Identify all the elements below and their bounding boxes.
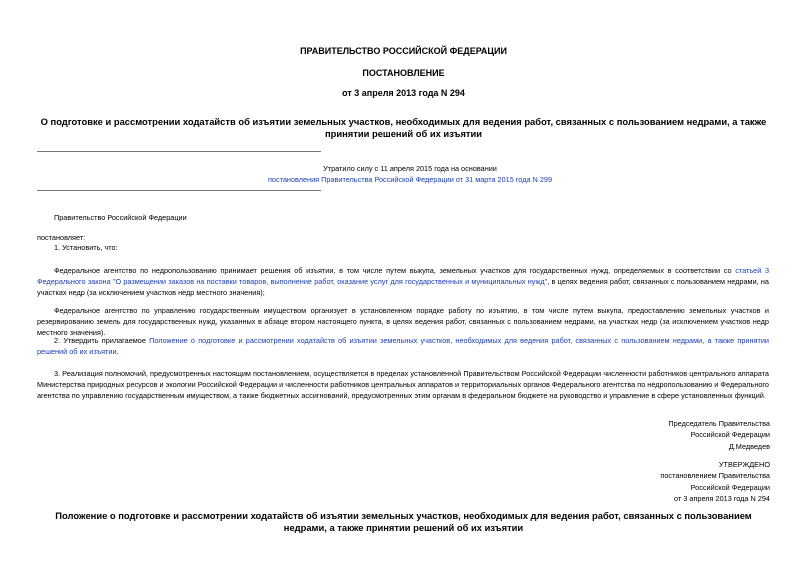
decrees-line: постановляет:: [37, 233, 86, 242]
regulation-link[interactable]: Положение о подготовке и рассмотрении ходатайств об изъятии земельных участков, необходимых для ведения работ, связанных с пользованием недрами, а также принятии решений об их изъятии: [37, 336, 769, 356]
approval-block: [660, 459, 770, 504]
signature-line-1: Председатель Правительства: [668, 419, 770, 428]
regulation-title: Положение о подготовке и рассмотрении ходатайств об изъятии земельных участков, необходимых для ведения работ, связанных с пользованием недрами, а также принятии решений об их изъятии: [55, 510, 752, 533]
paragraph-1: [37, 265, 769, 298]
item-1-heading: 1. Установить, что:: [54, 243, 118, 252]
doc-type-heading: ПОСТАНОВЛЕНИЕ: [362, 68, 445, 78]
signature-line-3: Д.Медведев: [728, 441, 770, 451]
paragraph-2: Федеральное агентство по управлению государственным имуществом организует в установленном порядке работу по изъятию, в том числе путем выкупа, предоставлению земельных участков и резервированию земель для государственных нужд, указанных в абзаце втором настоящего пункта, в целях ведения работ, связанных с пользованием недрами, на участках недр (за исключением участков недр местного значения).: [37, 306, 769, 337]
paragraph-1-text-a: Федеральное агентство по недропользованию принимает решения об изъятии, в том числе путем выкупа, земельных участков для государственных нужд, определяемых в соответствии со: [54, 266, 736, 275]
law-article-link[interactable]: статьей 3 Федерального закона "О размещении заказов на поставки товаров, выполнение работ, оказание услуг для государственных и муниципальных нужд": [37, 266, 770, 286]
approval-line-2: постановлением Правительства: [660, 471, 770, 481]
divider-top: [37, 151, 321, 152]
paragraph-1-text-b: , в целях ведения работ, связанных с пользованием недрами, на участках недр (за исключением участков недр местного значения);: [37, 277, 769, 297]
paragraph-3-text-b: .: [116, 347, 119, 356]
paragraph-3: [37, 335, 769, 357]
approval-line-1: УТВЕРЖДЕНО: [718, 460, 770, 469]
expired-notice-text: Утратило силу с 11 апреля 2015 года на основании: [323, 164, 497, 173]
paragraph-3-text-a: 2. Утвердить прилагаемое: [54, 336, 150, 345]
doc-date: от 3 апреля 2013 года N 294: [342, 88, 465, 98]
expired-notice: [250, 163, 570, 185]
document-title: О подготовке и рассмотрении ходатайств об изъятии земельных участков, необходимых для ведения работ, связанных с пользованием недрами, а также принятии решений об их изъятии: [40, 116, 767, 139]
approval-line-4: от 3 апреля 2013 года N 294: [674, 493, 770, 503]
signature-block: [668, 418, 770, 452]
government-heading: ПРАВИТЕЛЬСТВО РОССИЙСКОЙ ФЕДЕРАЦИИ: [300, 46, 507, 56]
divider-bottom: [37, 190, 321, 191]
government-line: Правительство Российской Федерации: [54, 213, 187, 222]
approval-line-3: Российской Федерации: [690, 482, 770, 492]
expired-notice-link[interactable]: постановления Правительства Российской Федерации от 31 марта 2015 года N 299: [267, 175, 553, 184]
paragraph-4: 3. Реализация полномочий, предусмотренных настоящим постановлением, осуществляется в пределах установленной Правительством Российской Федерации численности работников центрального аппарата Министерства природных ресурсов и экологии Российской Федерации и численности работников центральных аппаратов и территориальных органов Федерального агентства по недропользованию и Федерального агентства по управлению государственным имуществом, а также бюджетных ассигнований, предусмотренных этим органам в федеральном бюджете на руководство и управление в сфере установленных функций.: [37, 369, 769, 400]
signature-line-2: Российской Федерации: [690, 430, 770, 440]
